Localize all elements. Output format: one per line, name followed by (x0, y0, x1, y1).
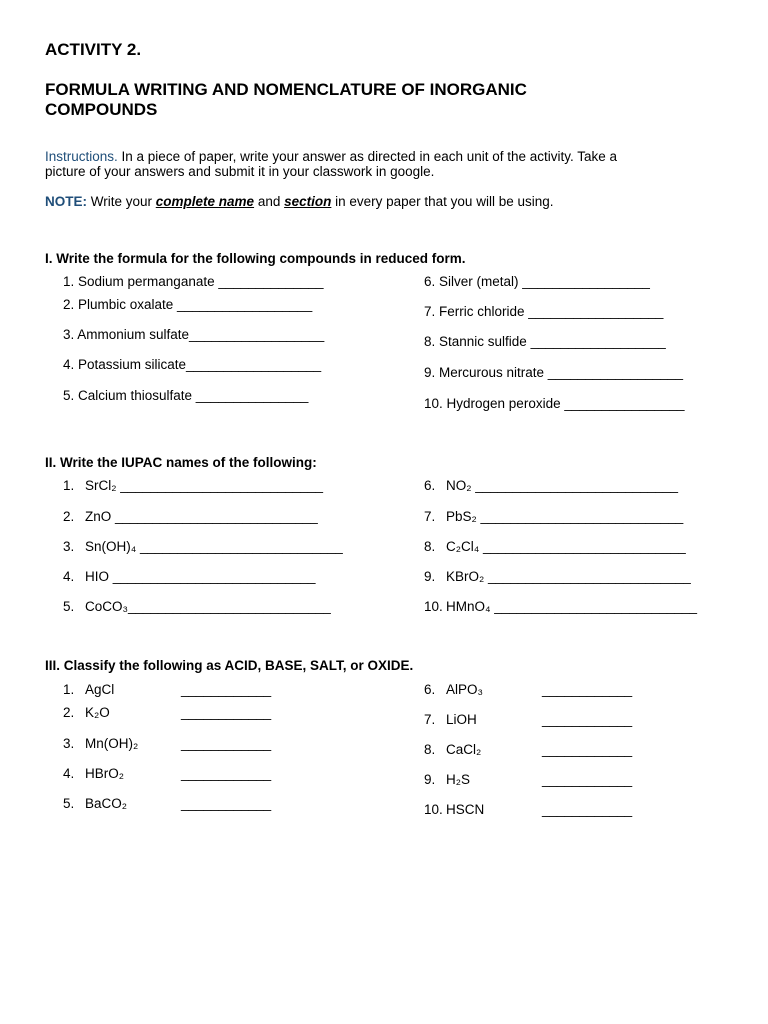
note-before: Write your (87, 194, 156, 209)
section2-item (424, 539, 686, 554)
item-blank: ____________ (542, 682, 633, 697)
item-text: AgCl (85, 682, 115, 697)
section1-item: 9. Mercurous nitrate __________________ (424, 365, 683, 380)
section1-title: I. Write the formula for the following compounds in reduced form. (45, 251, 466, 266)
section2-item (424, 509, 683, 524)
instructions-line2: picture of your answers and submit it in your classwork in google. (45, 164, 435, 179)
item-blank: ____________ (181, 796, 272, 811)
section3-item (424, 682, 632, 697)
item-text: HMnO₄ ___________________________ (446, 599, 697, 614)
section2-item (63, 569, 315, 584)
section3-item (63, 766, 271, 781)
item-blank: ____________ (542, 772, 633, 787)
item-text: HIO ___________________________ (85, 569, 316, 584)
note-emph-complete-name: complete name (155, 194, 255, 209)
item-text: C₂Cl₄ ___________________________ (446, 539, 686, 554)
instructions-text1: In a piece of paper, write your answer as directed in each unit of the activity. Take a (117, 149, 618, 164)
item-text: LiOH (446, 712, 477, 727)
item-number: 1. (63, 478, 75, 493)
item-number: 10. (424, 599, 443, 614)
section1-item: 5. Calcium thiosulfate _______________ (63, 388, 309, 403)
section3-item (63, 705, 271, 720)
section3-item (424, 772, 632, 787)
section2-item (424, 478, 678, 493)
section2-item (424, 599, 697, 614)
note-line (45, 194, 553, 210)
item-text: AlPO₃ (446, 682, 484, 697)
section3-item (424, 802, 632, 817)
section3-title: III. Classify the following as ACID, BASE, SALT, or OXIDE. (45, 658, 414, 673)
item-text: Sn(OH)₄ ___________________________ (85, 539, 343, 554)
note-middle: and (254, 194, 285, 209)
item-text: BaCO₂ (85, 796, 128, 811)
section1-item: 4. Potassium silicate__________________ (63, 357, 322, 372)
section3-item (424, 712, 632, 727)
item-number: 9. (424, 772, 436, 787)
item-text: ZnO ___________________________ (85, 509, 318, 524)
main-title-line2: COMPOUNDS (45, 100, 158, 119)
instructions-line1 (45, 149, 617, 165)
item-text: HSCN (446, 802, 485, 817)
item-number: 8. (424, 539, 436, 554)
item-number: 1. (63, 682, 75, 697)
item-number: 3. (63, 736, 75, 751)
item-blank: ____________ (542, 802, 633, 817)
item-text: CoCO₃___________________________ (85, 599, 331, 614)
section3-item (63, 736, 271, 751)
section2-item (63, 509, 318, 524)
item-number: 3. (63, 539, 75, 554)
item-number: 7. (424, 712, 436, 727)
item-number: 4. (63, 766, 75, 781)
item-number: 4. (63, 569, 75, 584)
item-number: 2. (63, 509, 75, 524)
item-number: 8. (424, 742, 436, 757)
main-title-line1: FORMULA WRITING AND NOMENCLATURE OF INORGANIC (45, 80, 527, 99)
item-blank: ____________ (181, 705, 272, 720)
note-label: NOTE: (45, 194, 87, 209)
item-blank: ____________ (181, 682, 272, 697)
section2-item (424, 569, 691, 584)
section2-item (63, 478, 323, 493)
item-text: SrCl₂ ___________________________ (85, 478, 323, 493)
section1-item: 6. Silver (metal) _________________ (424, 274, 650, 289)
item-text: K₂O (85, 705, 110, 720)
item-number: 6. (424, 478, 436, 493)
section1-item: 8. Stannic sulfide __________________ (424, 334, 666, 349)
item-number: 10. (424, 802, 443, 817)
section3-item (63, 796, 271, 811)
item-number: 6. (424, 682, 436, 697)
item-number: 2. (63, 705, 75, 720)
section1-item: 3. Ammonium sulfate__________________ (63, 327, 325, 342)
item-blank: ____________ (542, 742, 633, 757)
section1-item: 2. Plumbic oxalate __________________ (63, 297, 313, 312)
section1-item: 1. Sodium permanganate ______________ (63, 274, 324, 289)
section2-item (63, 539, 343, 554)
activity-title: ACTIVITY 2. (45, 40, 142, 59)
item-number: 7. (424, 509, 436, 524)
item-blank: ____________ (542, 712, 633, 727)
instructions-label: Instructions. (45, 149, 118, 164)
note-emph-section: section (284, 194, 332, 209)
section2-item (63, 599, 331, 614)
item-blank: ____________ (181, 766, 272, 781)
section1-item: 10. Hydrogen peroxide ________________ (424, 396, 685, 411)
item-text: KBrO₂ ___________________________ (446, 569, 691, 584)
item-text: PbS₂ ___________________________ (446, 509, 684, 524)
item-text: NO₂ ___________________________ (446, 478, 678, 493)
item-number: 9. (424, 569, 436, 584)
item-number: 5. (63, 796, 75, 811)
item-text: Mn(OH)₂ (85, 736, 139, 751)
item-number: 5. (63, 599, 75, 614)
item-text: HBrO₂ (85, 766, 124, 781)
section1-item: 7. Ferric chloride __________________ (424, 304, 664, 319)
note-after: in every paper that you will be using. (331, 194, 554, 209)
item-blank: ____________ (181, 736, 272, 751)
item-text: H₂S (446, 772, 470, 787)
section3-item (63, 682, 271, 697)
item-text: CaCl₂ (446, 742, 482, 757)
section3-item (424, 742, 632, 757)
section2-title: II. Write the IUPAC names of the following: (45, 455, 317, 470)
